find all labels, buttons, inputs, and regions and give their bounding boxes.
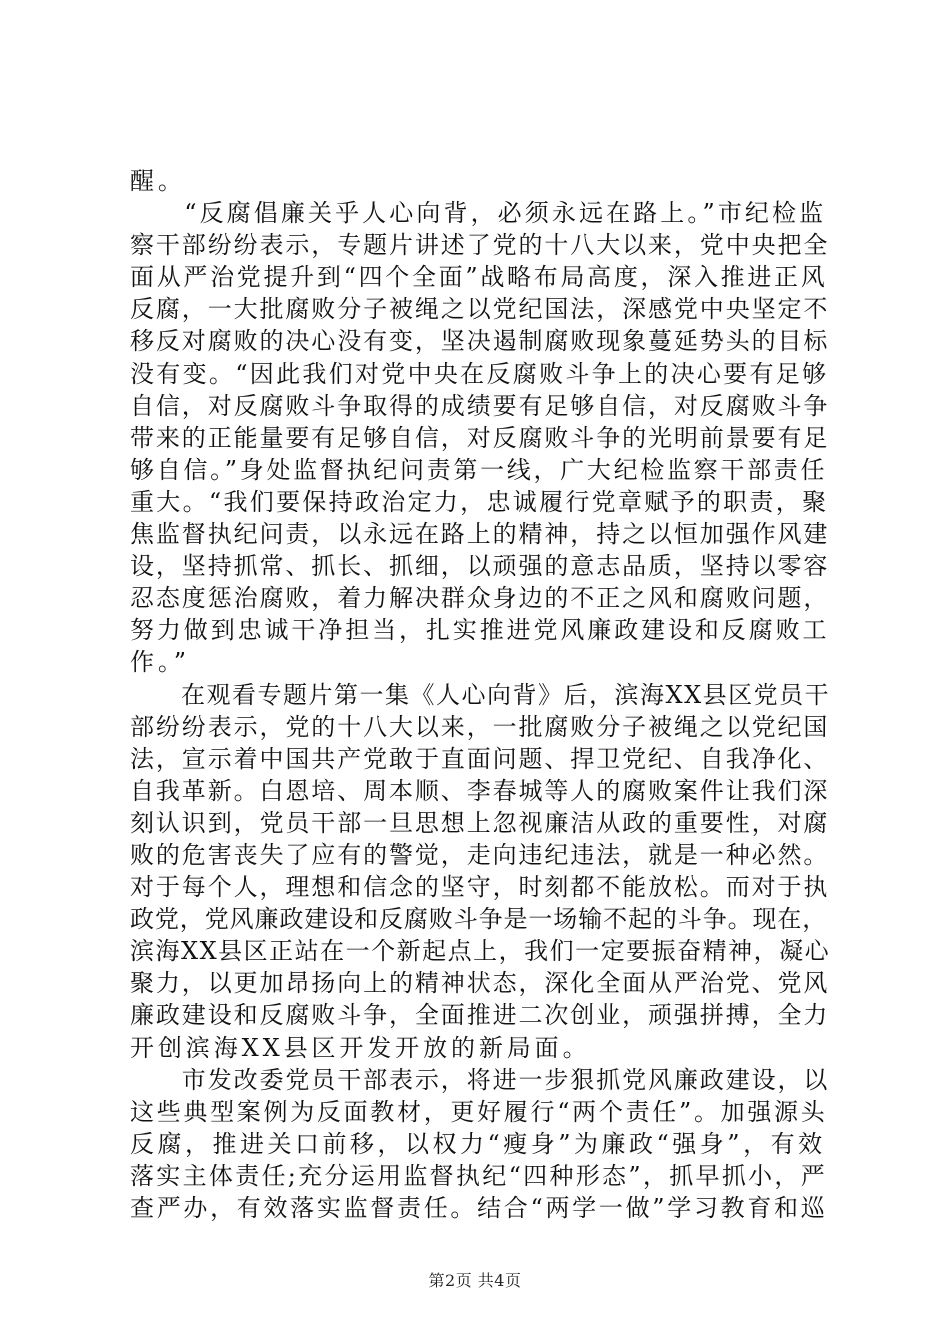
text-line: 醒。: [130, 167, 186, 195]
text-line: 重大。“我们要保持政治定力，忠诚履行党章赋予的职责，聚: [130, 487, 829, 516]
text-line: 够自信。”身处监督执纪问责第一线，广大纪检监察干部责任: [130, 455, 828, 484]
text-line: 焦监督执纪问责，以永远在路上的精神，持之以恒加强作风建: [130, 520, 830, 549]
text-line: 设，坚持抓常、抓长、抓细，以顽强的意志品质，坚持以零容: [130, 552, 830, 581]
text-line: 开创滨海XX县区开发开放的新局面。: [130, 1033, 591, 1062]
text-line: 忍态度惩治腐败，着力解决群众身边的不正之风和腐败问题，: [130, 584, 830, 613]
text-line: 刻认识到，党员干部一旦思想上忽视廉洁从政的重要性，对腐: [130, 808, 830, 837]
text-line: 自信，对反腐败斗争取得的成绩要有足够自信，对反腐败斗争: [130, 391, 830, 420]
text-line: 带来的正能量要有足够自信，对反腐败斗争的光明前景要有足: [130, 423, 830, 452]
text-line: 在观看专题片第一集《人心向背》后，滨海XX县区党员干: [130, 680, 831, 709]
text-line: 反腐，一大批腐败分子被绳之以党纪国法，深感党中央坚定不: [130, 295, 830, 324]
text-line: 落实主体责任;充分运用监督执纪“四种形态”，抓早抓小，严: [130, 1161, 828, 1190]
text-line: 作。”: [130, 648, 190, 677]
text-line: 自我革新。白恩培、周本顺、李春城等人的腐败案件让我们深: [130, 776, 830, 805]
text-line: 这些典型案例为反面教材，更好履行“两个责任”。加强源头: [130, 1097, 828, 1126]
text-line: 部纷纷表示，党的十八大以来，一批腐败分子被绳之以党纪国: [130, 712, 830, 741]
text-line: 廉政建设和反腐败斗争，全面推进二次创业，顽强拼搏，全力: [130, 1001, 830, 1030]
text-line: “反腐倡廉关乎人心向背，必须永远在路上。”市纪检监: [130, 199, 827, 228]
text-line: 察干部纷纷表示，专题片讲述了党的十八大以来，党中央把全: [130, 231, 830, 260]
text-line: 没有变。“因此我们对党中央在反腐败斗争上的决心要有足够: [130, 359, 829, 388]
text-line: 努力做到忠诚干净担当，扎实推进党风廉政建设和反腐败工: [130, 616, 830, 645]
text-line: 败的危害丧失了应有的警觉，走向违纪违法，就是一种必然。: [130, 840, 830, 869]
page-footer: 第2页 共4页: [428, 1271, 522, 1290]
text-line: 滨海XX县区正站在一个新起点上，我们一定要振奋精神，凝心: [130, 937, 831, 966]
text-line: 查严办，有效落实监督责任。结合“两学一做”学习教育和巡: [130, 1194, 828, 1222]
text-line: 面从严治党提升到“四个全面”战略布局高度，深入推进正风: [130, 263, 828, 292]
text-line: 政党，党风廉政建设和反腐败斗争是一场输不起的斗争。现在，: [130, 905, 828, 934]
text-line: 对于每个人，理想和信念的坚守，时刻都不能放松。而对于执: [130, 873, 830, 902]
text-line: 市发改委党员干部表示，将进一步狠抓党风廉政建设，以: [130, 1065, 830, 1094]
document-body: [130, 165, 830, 1224]
text-line: 聚力，以更加昂扬向上的精神状态，深化全面从严治党、党风: [130, 969, 830, 998]
text-line: 法，宣示着中国共产党敢于直面问题、捍卫党纪、自我净化、: [130, 744, 830, 773]
text-line: 反腐，推进关口前移，以权力“瘦身”为廉政“强身”，有效: [130, 1129, 826, 1158]
text-line: 移反对腐败的决心没有变，坚决遏制腐败现象蔓延势头的目标: [130, 327, 830, 356]
